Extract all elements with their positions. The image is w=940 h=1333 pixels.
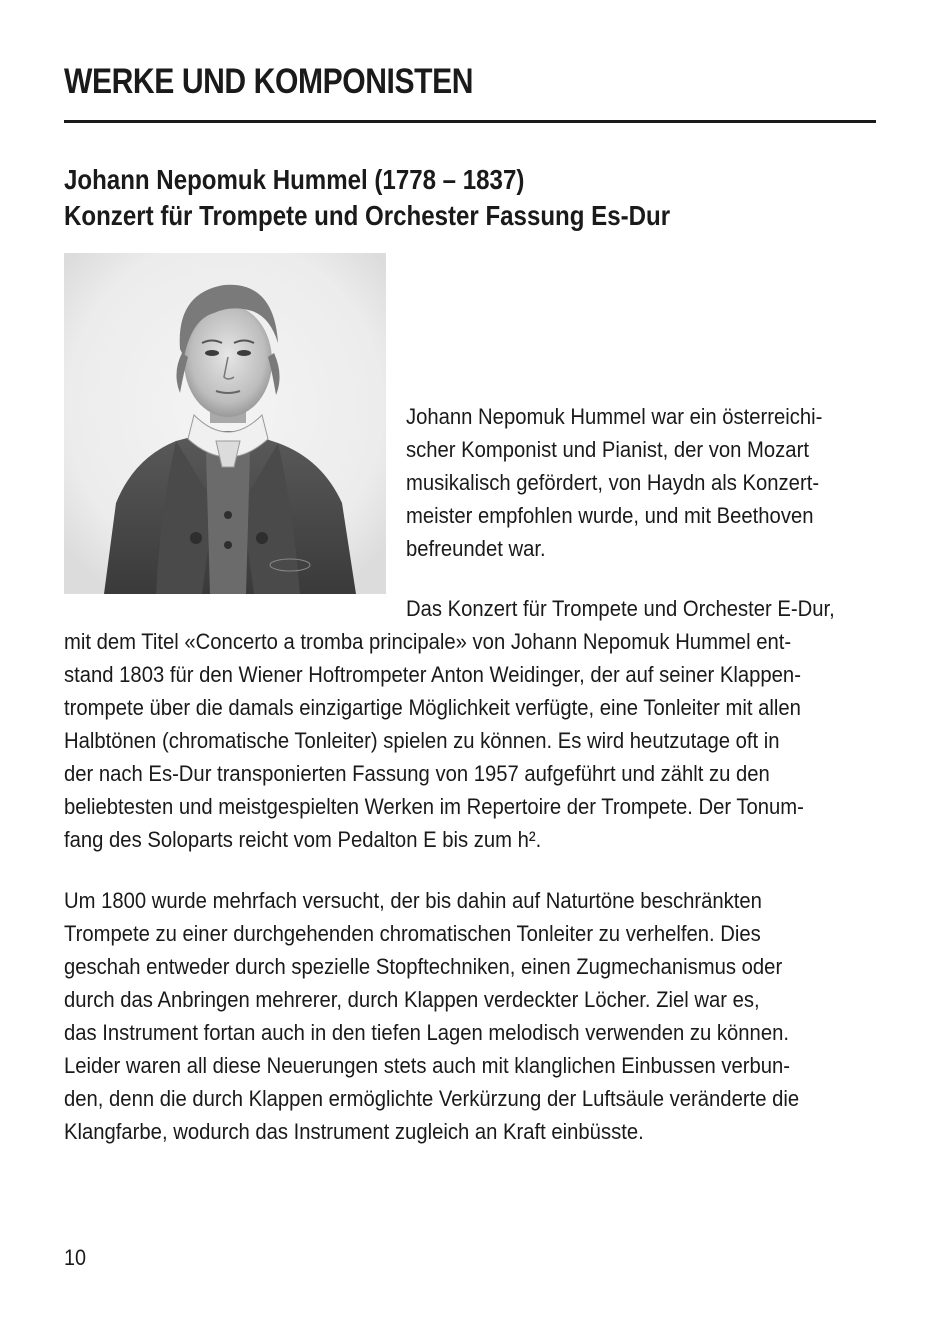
portrait-engraving-icon [64,253,386,594]
body-line: stand 1803 für den Wiener Hoftrompeter Anton Weidinger, der auf seiner Klappen- [64,662,801,687]
body-line: durch das Anbringen mehrerer, durch Klappen verdeckter Löcher. Ziel war es, [64,987,760,1012]
body-line: den, denn die durch Klappen ermöglichte Verkürzung der Luftsäule veränderte die [64,1086,800,1111]
section-title: WERKE UND KOMPONISTEN [64,62,474,101]
body-line: fang des Soloparts reicht vom Pedalton E bis zum h². [64,827,542,852]
intro-line: befreundet war. [406,536,546,561]
intro-line: musikalisch gefördert, von Haydn als Konzert- [406,470,820,495]
intro-line: Johann Nepomuk Hummel war ein österreichi- [406,404,823,429]
body-line: geschah entweder durch spezielle Stopftechniken, einen Zugmechanismus oder [64,954,783,979]
body-line: Das Konzert für Trompete und Orchester E-Dur, [406,596,835,621]
body-line: Klangfarbe, wodurch das Instrument zugleich an Kraft einbüsste. [64,1119,644,1144]
body-line: Halbtönen (chromatische Tonleiter) spielen zu können. Es wird heutzutage oft in [64,728,780,753]
body-line: beliebtesten und meistgespielten Werken im Repertoire der Trompete. Der Tonum- [64,794,804,819]
composer-name-dates: Johann Nepomuk Hummel (1778 – 1837) [64,164,525,195]
body-line: mit dem Titel «Concerto a tromba principale» von Johann Nepomuk Hummel ent- [64,629,792,654]
work-title: Konzert für Trompete und Orchester Fassung Es-Dur [64,200,671,231]
intro-line: meister empfohlen wurde, und mit Beethoven [406,503,814,528]
body-line: der nach Es-Dur transponierten Fassung von 1957 aufgeführt und zählt zu den [64,761,770,786]
work-heading [64,162,670,234]
body-line: Trompete zu einer durchgehenden chromatischen Tonleiter zu verhelfen. Dies [64,921,761,946]
body-line: Um 1800 wurde mehrfach versucht, der bis dahin auf Naturtöne beschränkten [64,888,762,913]
body-line: Leider waren all diese Neuerungen stets auch mit klanglichen Einbussen verbun- [64,1053,791,1078]
body-line: das Instrument fortan auch in den tiefen Lagen melodisch verwenden zu können. [64,1020,789,1045]
title-divider [64,120,876,123]
intro-line: scher Komponist und Pianist, der von Mozart [406,437,809,462]
body-line: trompete über die damals einzigartige Möglichkeit verfügte, eine Tonleiter mit allen [64,695,801,720]
page-number: 10 [64,1245,87,1270]
composer-portrait [64,253,386,594]
